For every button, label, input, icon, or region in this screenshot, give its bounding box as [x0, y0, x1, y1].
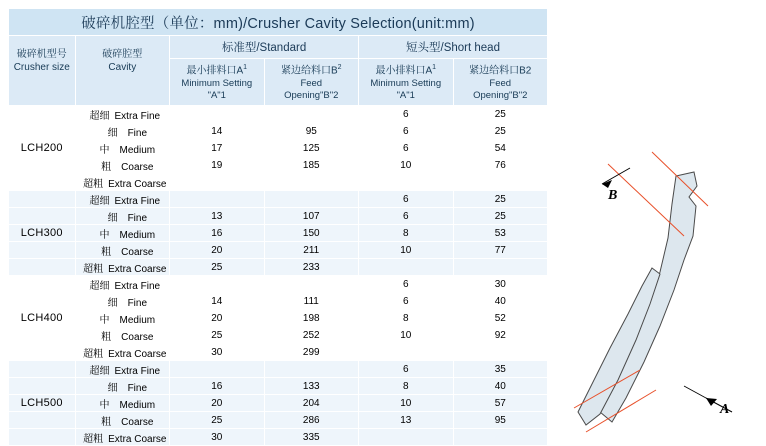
table-row [9, 191, 548, 208]
sh-min-setting-cell: 6 [359, 293, 453, 310]
col2-en2: "A"1 [396, 89, 415, 101]
table-row [9, 208, 548, 225]
table-row [9, 242, 548, 259]
crusher-size-en: Crusher size [13, 61, 70, 73]
cavity-cell-en: Medium [119, 399, 156, 411]
crusher-size-cell [9, 191, 76, 208]
sh-min-setting-cell: 6 [359, 140, 453, 157]
cavity-cell-en: Extra Coarse [108, 348, 167, 360]
crusher-size-cell: LCH200 [9, 140, 76, 157]
table-row [9, 429, 548, 446]
crusher-size-cell [9, 429, 76, 446]
cavity-cell-en: Medium [119, 314, 156, 326]
cavity-cell [75, 174, 169, 191]
cavity-cn: 破碎腔型 [102, 48, 143, 60]
sh-min-setting-cell: 6 [359, 276, 453, 293]
cavity-cell [75, 327, 169, 344]
sh-feed-opening-cell: 40 [453, 293, 548, 310]
cavity-cell-en: Extra Coarse [108, 178, 167, 190]
cavity-cell [75, 123, 169, 140]
cavity-cell-en: Fine [127, 297, 148, 309]
std-min-setting-cell: 25 [170, 259, 264, 276]
crusher-cavity-diagram [556, 140, 761, 435]
table-row [9, 293, 548, 310]
header-sh-feed-opening [453, 59, 548, 106]
crusher-size-cell [9, 327, 76, 344]
std-min-setting-cell: 17 [170, 140, 264, 157]
sh-feed-opening-cell: 57 [453, 395, 548, 412]
crusher-size-cell [9, 259, 76, 276]
col0-en1: Minimum Setting [181, 77, 253, 89]
std-feed-opening-cell: 198 [264, 310, 358, 327]
crusher-size-cell: LCH500 [9, 395, 76, 412]
cavity-cell [75, 378, 169, 395]
std-min-setting-cell: 16 [170, 225, 264, 242]
table-row [9, 395, 548, 412]
sh-min-setting-cell: 8 [359, 225, 453, 242]
std-min-setting-cell: 20 [170, 310, 264, 327]
cavity-cell-en: Fine [127, 382, 148, 394]
sh-feed-opening-cell: 40 [453, 378, 548, 395]
crusher-size-cell [9, 361, 76, 378]
cavity-cell-en: Coarse [121, 331, 154, 343]
col3-en2: Opening"B"2 [473, 89, 528, 101]
col1-cn: 紧边给料口B [280, 65, 338, 77]
table-row [9, 412, 548, 429]
cavity-cell-cn: 粗 [101, 331, 112, 343]
cavity-cell-cn: 粗 [101, 161, 112, 173]
std-feed-opening-cell [264, 191, 358, 208]
col0-sup: 1 [243, 64, 248, 72]
std-min-setting-cell: 14 [170, 293, 264, 310]
std-min-setting-cell: 25 [170, 412, 264, 429]
cavity-cell-cn: 中 [99, 314, 110, 326]
cavity-cell-cn: 粗 [101, 246, 112, 258]
sh-feed-opening-cell: 52 [453, 310, 548, 327]
cavity-cell-cn: 粗 [101, 416, 112, 428]
std-feed-opening-cell: 125 [264, 140, 358, 157]
std-min-setting-cell: 16 [170, 378, 264, 395]
cavity-cell-en: Fine [127, 127, 148, 139]
sh-feed-opening-cell: 53 [453, 225, 548, 242]
col1-en1: Feed [300, 77, 323, 89]
std-feed-opening-cell: 185 [264, 157, 358, 174]
sh-feed-opening-cell [453, 174, 548, 191]
col1-sup: 2 [337, 64, 342, 72]
std-min-setting-cell: 30 [170, 344, 264, 361]
cavity-table-container [8, 8, 548, 446]
crusher-size-cell [9, 208, 76, 225]
cavity-cell-en: Extra Fine [114, 110, 161, 122]
std-feed-opening-cell [264, 174, 358, 191]
cavity-cell [75, 225, 169, 242]
cavity-table-body [9, 106, 548, 446]
col3-cn: 紧边给料口B2 [469, 65, 532, 77]
crusher-size-cell [9, 242, 76, 259]
cavity-cell [75, 361, 169, 378]
cavity-table [8, 8, 548, 446]
std-min-setting-cell [170, 191, 264, 208]
std-min-setting-cell [170, 276, 264, 293]
sh-feed-opening-cell: 25 [453, 106, 548, 123]
cavity-cell-en: Medium [119, 144, 156, 156]
crusher-size-cell [9, 174, 76, 191]
sh-feed-opening-cell: 77 [453, 242, 548, 259]
crusher-size-cell [9, 157, 76, 174]
cavity-cell-en: Coarse [121, 416, 154, 428]
sh-min-setting-cell: 6 [359, 123, 453, 140]
col2-sup: 1 [432, 64, 437, 72]
sh-feed-opening-cell: 30 [453, 276, 548, 293]
crusher-size-cell [9, 293, 76, 310]
cavity-cell [75, 242, 169, 259]
cavity-cell-en: Extra Fine [114, 195, 161, 207]
cavity-cell [75, 276, 169, 293]
sh-feed-opening-cell: 25 [453, 191, 548, 208]
sh-min-setting-cell: 6 [359, 106, 453, 123]
sh-min-setting-cell: 6 [359, 191, 453, 208]
table-row [9, 259, 548, 276]
sh-min-setting-cell: 13 [359, 412, 453, 429]
sh-min-setting-cell: 10 [359, 157, 453, 174]
table-row [9, 123, 548, 140]
cavity-cell-cn: 超细 [89, 195, 110, 207]
table-row [9, 106, 548, 123]
std-feed-opening-cell: 204 [264, 395, 358, 412]
std-min-setting-cell: 13 [170, 208, 264, 225]
cavity-cell-cn: 超粗 [83, 178, 104, 190]
cavity-cell [75, 412, 169, 429]
header-crusher-size [9, 36, 76, 106]
crusher-size-cell [9, 276, 76, 293]
table-row [9, 157, 548, 174]
sh-min-setting-cell: 8 [359, 310, 453, 327]
std-feed-opening-cell: 233 [264, 259, 358, 276]
std-feed-opening-cell: 252 [264, 327, 358, 344]
header-group-standard: 标准型/Standard [170, 36, 359, 59]
table-row [9, 361, 548, 378]
col0-en2: "A"1 [207, 89, 226, 101]
sh-min-setting-cell [359, 259, 453, 276]
cavity-cell-cn: 超细 [89, 365, 110, 377]
crusher-size-cell: LCH400 [9, 310, 76, 327]
cavity-cell-cn: 超细 [89, 110, 110, 122]
sh-min-setting-cell [359, 344, 453, 361]
crusher-size-cn: 破碎机型号 [16, 48, 67, 60]
header-group-short-head: 短头型/Short head [359, 36, 548, 59]
cavity-cell-cn: 超粗 [83, 433, 104, 445]
cavity-cell-cn: 细 [107, 212, 118, 224]
table-row [9, 225, 548, 242]
header-cavity [75, 36, 169, 106]
cavity-cell-cn: 细 [107, 127, 118, 139]
cavity-cell-cn: 中 [99, 399, 110, 411]
cavity-cell-en: Extra Fine [114, 365, 161, 377]
table-row [9, 327, 548, 344]
std-feed-opening-cell [264, 276, 358, 293]
cavity-cell [75, 140, 169, 157]
col1-en2: Opening"B"2 [284, 89, 339, 101]
crusher-size-cell [9, 106, 76, 123]
sh-min-setting-cell: 10 [359, 242, 453, 259]
header-sh-min-setting [359, 59, 453, 106]
sh-feed-opening-cell: 76 [453, 157, 548, 174]
cavity-cell [75, 259, 169, 276]
crusher-size-cell [9, 344, 76, 361]
table-row [9, 378, 548, 395]
std-feed-opening-cell: 335 [264, 429, 358, 446]
sh-feed-opening-cell: 54 [453, 140, 548, 157]
cavity-cell-cn: 细 [107, 382, 118, 394]
cavity-cell-en: Extra Fine [114, 280, 161, 292]
cavity-cell [75, 429, 169, 446]
cavity-en: Cavity [108, 61, 137, 73]
std-min-setting-cell: 14 [170, 123, 264, 140]
crusher-size-cell [9, 412, 76, 429]
sh-min-setting-cell [359, 429, 453, 446]
cavity-cell-cn: 中 [99, 144, 110, 156]
col3-en1: Feed [489, 77, 512, 89]
col0-cn: 最小排料口A [186, 65, 244, 77]
cavity-cell [75, 310, 169, 327]
header-std-feed-opening [264, 59, 358, 106]
cavity-cell-cn: 细 [107, 297, 118, 309]
dimension-label-a: A [720, 402, 730, 417]
crusher-size-cell [9, 378, 76, 395]
sh-min-setting-cell: 8 [359, 378, 453, 395]
cavity-cell-en: Extra Coarse [108, 263, 167, 275]
std-min-setting-cell: 20 [170, 395, 264, 412]
sh-feed-opening-cell: 25 [453, 123, 548, 140]
std-min-setting-cell [170, 174, 264, 191]
cavity-cell-cn: 超粗 [83, 348, 104, 360]
table-row [9, 276, 548, 293]
table-row [9, 310, 548, 327]
header-std-min-setting [170, 59, 264, 106]
std-feed-opening-cell [264, 361, 358, 378]
cavity-cell-cn: 中 [99, 229, 110, 241]
std-min-setting-cell [170, 106, 264, 123]
cavity-cell-en: Coarse [121, 246, 154, 258]
std-feed-opening-cell: 286 [264, 412, 358, 429]
sh-feed-opening-cell: 95 [453, 412, 548, 429]
std-min-setting-cell: 25 [170, 327, 264, 344]
crusher-size-cell [9, 123, 76, 140]
cavity-cell-en: Medium [119, 229, 156, 241]
std-min-setting-cell: 19 [170, 157, 264, 174]
sh-feed-opening-cell [453, 259, 548, 276]
cavity-cell-cn: 超细 [89, 280, 110, 292]
sh-feed-opening-cell: 25 [453, 208, 548, 225]
cavity-cell [75, 395, 169, 412]
cavity-cell [75, 191, 169, 208]
table-row [9, 174, 548, 191]
sh-min-setting-cell: 10 [359, 327, 453, 344]
table-row [9, 344, 548, 361]
cavity-cell-cn: 超粗 [83, 263, 104, 275]
std-feed-opening-cell [264, 106, 358, 123]
sh-feed-opening-cell: 35 [453, 361, 548, 378]
sh-min-setting-cell: 6 [359, 208, 453, 225]
sh-min-setting-cell: 10 [359, 395, 453, 412]
std-feed-opening-cell: 107 [264, 208, 358, 225]
cavity-cell [75, 208, 169, 225]
sh-min-setting-cell: 6 [359, 361, 453, 378]
cavity-cell [75, 157, 169, 174]
cavity-cell [75, 106, 169, 123]
std-feed-opening-cell: 299 [264, 344, 358, 361]
std-min-setting-cell [170, 361, 264, 378]
cavity-cell-en: Coarse [121, 161, 154, 173]
std-feed-opening-cell: 150 [264, 225, 358, 242]
cavity-cell [75, 293, 169, 310]
cavity-cell-en: Extra Coarse [108, 433, 167, 445]
table-row [9, 140, 548, 157]
table-title: 破碎机腔型（单位：mm)/Crusher Cavity Selection(unit:mm) [9, 9, 548, 36]
dimension-label-b: B [608, 188, 618, 203]
std-min-setting-cell: 30 [170, 429, 264, 446]
sh-min-setting-cell [359, 174, 453, 191]
sh-feed-opening-cell: 92 [453, 327, 548, 344]
col2-en1: Minimum Setting [370, 77, 442, 89]
std-feed-opening-cell: 133 [264, 378, 358, 395]
sh-feed-opening-cell [453, 429, 548, 446]
cavity-cell-en: Fine [127, 212, 148, 224]
std-feed-opening-cell: 211 [264, 242, 358, 259]
sh-feed-opening-cell [453, 344, 548, 361]
cavity-cell [75, 344, 169, 361]
crusher-size-cell: LCH300 [9, 225, 76, 242]
std-feed-opening-cell: 111 [264, 293, 358, 310]
col2-cn: 最小排料口A [375, 65, 433, 77]
std-min-setting-cell: 20 [170, 242, 264, 259]
std-feed-opening-cell: 95 [264, 123, 358, 140]
